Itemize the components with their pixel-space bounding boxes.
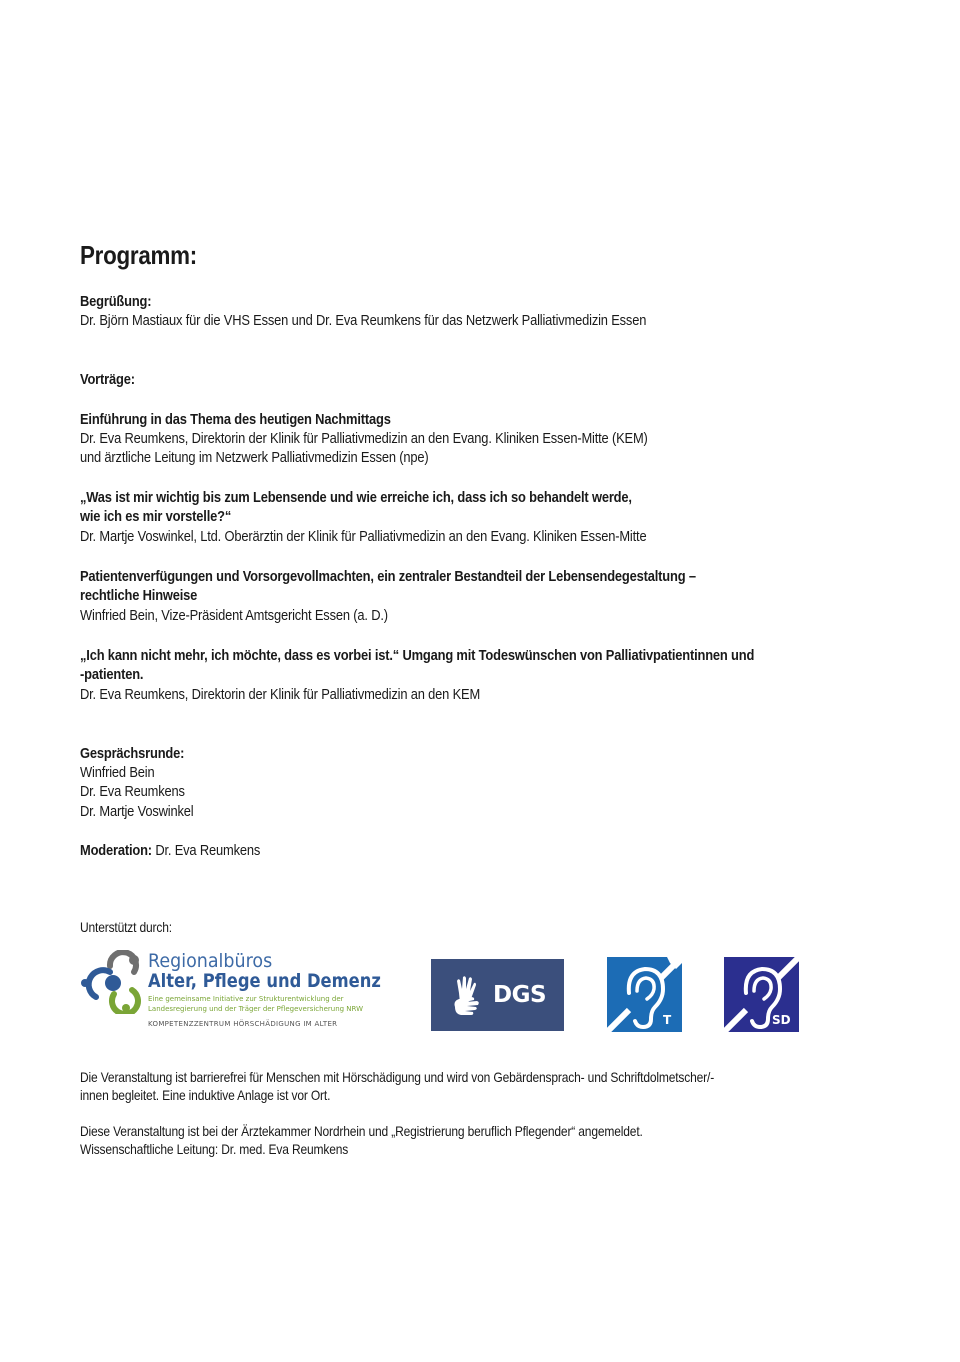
talk-3-title: Patientenverfügungen und Vorsorgevollmachten, ein zentraler Bestandteil der Lebensendegestaltung – [80,568,696,585]
talk-2-title: „Was ist mir wichtig bis zum Lebensende und wie erreiche ich, dass ich so behandelt werde, [80,489,632,506]
accessibility-note: Die Veranstaltung ist barrierefrei für Menschen mit Hörschädigung und wird von Gebärdensprach- und Schriftdolmetscher/- [80,1069,715,1085]
moderation-label: Moderation: [80,842,152,859]
talk-4-title: „Ich kann nicht mehr, ich möchte, dass es vorbei ist.“ Umgang mit Todeswünschen von Palliativpatientinnen und [80,647,755,664]
dgs-label: DGS [493,982,547,1008]
page-title: Programm: [80,240,197,270]
talk-1-title: Einführung in das Thema des heutigen Nachmittags [80,411,391,428]
talk-2-title: wie ich es mir vorstelle?“ [80,508,232,525]
regionalbueros-circles-icon [80,950,144,1014]
regionalbueros-subtitle [148,994,363,1014]
talk-1-speaker: und ärztliche Leitung im Netzwerk Palliativmedizin Essen (npe) [80,449,429,466]
dgs-logo [431,959,564,1031]
regionalbueros-line1: Regionalbüros [148,950,273,972]
greeting-heading: Begrüßung: [80,293,152,310]
talk-4-speaker: Dr. Eva Reumkens, Direktorin der Klinik für Palliativmedizin an den KEM [80,686,481,703]
panel-member: Dr. Martje Voswinkel [80,803,194,820]
moderation-name: Dr. Eva Reumkens [155,842,261,859]
sign-language-hands-icon [451,973,491,1017]
accessibility-note: innen begleitet. Eine induktive Anlage ist vor Ort. [80,1087,331,1103]
hearing-impaired-logo [724,957,799,1032]
talk-1-speaker: Dr. Eva Reumkens, Direktorin der Klinik für Palliativmedizin an den Evang. Kliniken Essen-Mitte (KEM) [80,430,648,447]
regionalbueros-line4: Landesregierung und der Träger der Pflegeversicherung NRW [148,1005,364,1013]
panel-member: Winfried Bein [80,764,155,781]
hearing-impaired-letter: SD [772,1013,791,1027]
talk-4-title: -patienten. [80,666,144,683]
regionalbueros-line2: Alter, Pflege und Demenz [148,970,381,992]
talk-3-title: rechtliche Hinweise [80,587,198,604]
greeting-text: Dr. Björn Mastiaux für die VHS Essen und Dr. Eva Reumkens für das Netzwerk Palliativmedizin Essen [80,312,647,329]
hearing-loop-letter: T [663,1013,672,1027]
talks-heading: Vorträge: [80,371,135,388]
support-heading: Unterstützt durch: [80,919,172,935]
panel-heading: Gesprächsrunde: [80,745,185,762]
panel-member: Dr. Eva Reumkens [80,783,185,800]
hearing-loop-logo [607,957,682,1032]
regionalbueros-line5: KOMPETENZZENTRUM HÖRSCHÄDIGUNG IM ALTER [148,1020,338,1028]
moderation-line [80,841,260,860]
regionalbueros-logo [80,950,380,1035]
talk-3-speaker: Winfried Bein, Vize-Präsident Amtsgericht Essen (a. D.) [80,607,388,624]
talk-2-speaker: Dr. Martje Voswinkel, Ltd. Oberärztin der Klinik für Palliativmedizin an den Evang. Kliniken Essen-Mitte [80,528,647,545]
regionalbueros-line3: Eine gemeinsame Initiative zur Strukturentwicklung der [148,995,344,1003]
registration-note: Diese Veranstaltung ist bei der Ärztekammer Nordrhein und „Registrierung beruflich Pflegender“ angemeldet. [80,1123,643,1139]
scientific-lead: Wissenschaftliche Leitung: Dr. med. Eva Reumkens [80,1141,349,1157]
